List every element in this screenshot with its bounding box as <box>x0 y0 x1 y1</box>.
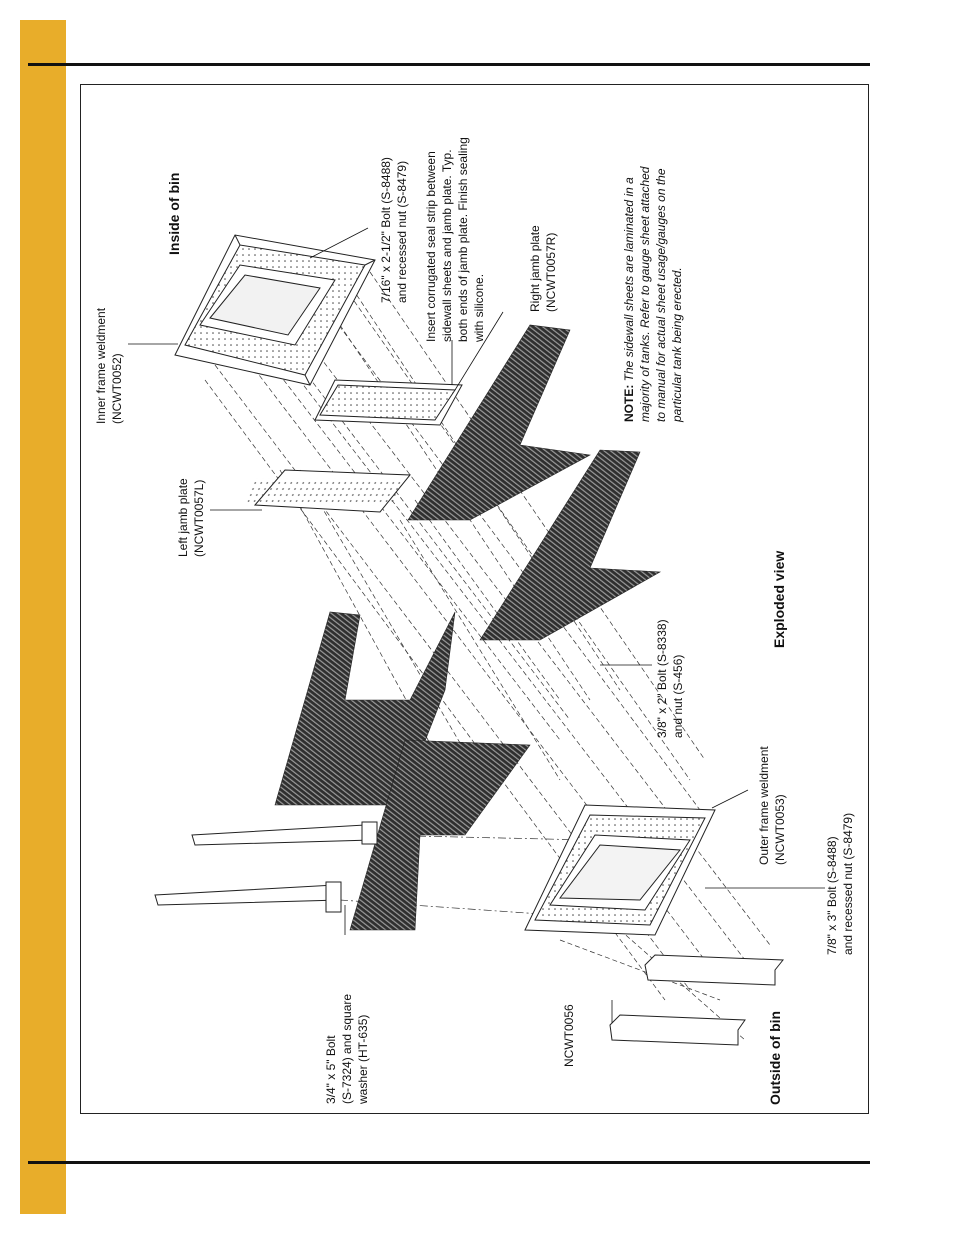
inside-of-bin-heading: Inside of bin <box>166 172 182 255</box>
note-line3: to manual for actual sheet usage/gauges on the <box>654 168 668 422</box>
seal-strip-label-line2: sidewall sheets and jamb plate. Typ. <box>440 149 454 342</box>
bolt-78-label-line2: and recessed nut (S-8479) <box>841 812 855 955</box>
inner-frame-weldment <box>175 235 375 385</box>
exploded-view-heading: Exploded view <box>771 550 787 648</box>
right-jamb-label-line1: Right jamb plate <box>528 225 542 312</box>
bolt-34-label-line1: 3/4" x 5" Bolt <box>324 1035 338 1104</box>
bolt-716-label-line1: 7/16" x 2-1/2" Bolt (S-8488) <box>379 157 393 303</box>
outer-frame-label-line2: (NCWT0053) <box>773 794 787 865</box>
left-jamb-label-line1: Left jamb plate <box>176 478 190 557</box>
bolt-34-label-line3: washer (HT-635) <box>356 1014 370 1104</box>
note-line4: particular tank being erected. <box>670 267 684 422</box>
ncwt0056-label: NCWT0056 <box>562 1004 576 1067</box>
bolt-38-label-line1: 3/8" x 2" Bolt (S-8338) <box>655 619 669 738</box>
note-line2: majority of tanks. Refer to gauge sheet attached <box>638 166 652 422</box>
bolt-716-label-line2: and recessed nut (S-8479) <box>395 160 409 303</box>
seal-strip-label-line3: both ends of jamb plate. Finish sealing <box>456 137 470 342</box>
left-jamb-plate <box>244 470 410 512</box>
inner-frame-label-line1: Inner frame weldment <box>94 307 108 424</box>
bolt-34-label-line2: (S-7324) and square <box>340 993 354 1104</box>
outside-posts <box>155 822 377 912</box>
outer-frame-weldment <box>525 805 715 935</box>
seal-strip-label-line1: Insert corrugated seal strip between <box>424 151 438 342</box>
left-jamb-label-line2: (NCWT0057L) <box>192 479 206 557</box>
outer-frame-label-line1: Outer frame weldment <box>757 746 771 865</box>
inner-frame-label-line2: (NCWT0052) <box>110 353 124 424</box>
right-jamb-label-line2: (NCWT0057R) <box>544 232 558 312</box>
outside-of-bin-heading: Outside of bin <box>767 1010 783 1105</box>
seal-strip-label-line4: with silicone. <box>472 273 486 342</box>
note-heading: NOTE: <box>622 384 636 422</box>
note-line1: NOTE: The sidewall sheets are laminated in a <box>622 177 636 422</box>
bolt-78-label-line1: 7/8" x 3" Bolt (S-8488) <box>825 836 839 955</box>
right-jamb-plate <box>315 380 462 425</box>
bolt-38-label-line2: and nut (S-456) <box>671 654 685 738</box>
